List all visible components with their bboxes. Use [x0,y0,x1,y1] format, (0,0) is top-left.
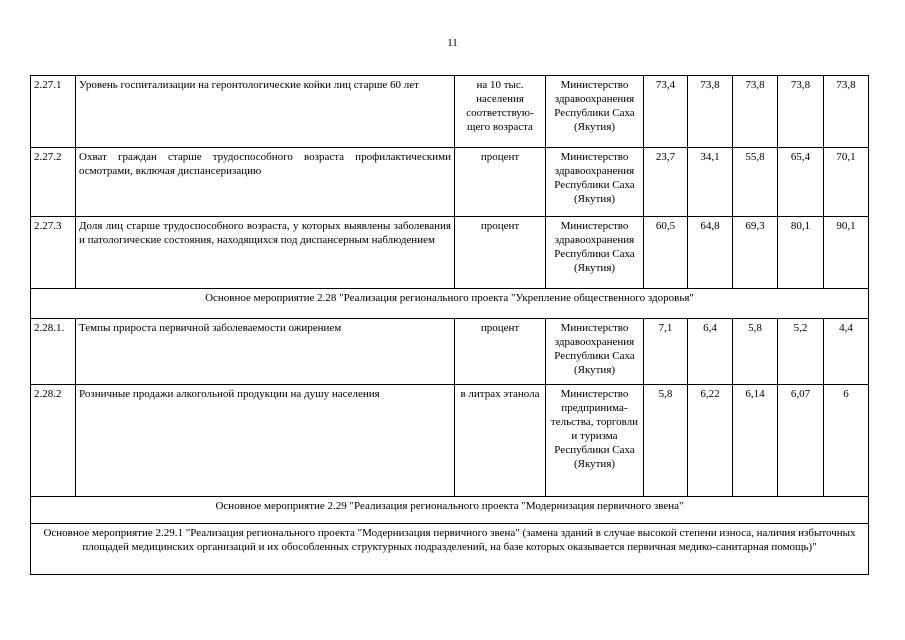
row-number: 2.27.3 [31,217,76,289]
value-cell: 64,8 [688,217,733,289]
value-cell: 80,1 [778,217,824,289]
indicator-name: Охват граждан старше трудоспособного возраста профилактическими осмотрами, включая диспансеризацию [76,148,455,217]
value-cell: 6,4 [688,319,733,385]
responsible-cell: Министерство здравоохранения Республики Саха (Якутия) [546,217,644,289]
indicator-name: Уровень госпитализации на геронтологические койки лиц старше 60 лет [76,76,455,148]
responsible-cell: Министерство здравоохранения Республики Саха (Якутия) [546,148,644,217]
responsible-cell: Министерство здравоохранения Республики Саха (Якутия) [546,76,644,148]
table-row [31,385,869,497]
indicator-name: Розничные продажи алкогольной продукции на душу населения [76,385,455,497]
table-row [31,319,869,385]
value-cell: 60,5 [644,217,688,289]
value-cell: 73,4 [644,76,688,148]
value-cell: 6,14 [733,385,778,497]
value-cell: 70,1 [824,148,869,217]
section-heading-2-29-1: Основное мероприятие 2.29.1 "Реализация регионального проекта "Модернизация первичного звена" (замена зданий в случае высокой степени износа, наличия избыточных площадей медицинских организаций и их обособленных структурных подразделений, на базе которых оказывается первичная медико-санитарная помощь)" [31,524,869,575]
row-number: 2.27.1 [31,76,76,148]
section-heading-2-29: Основное мероприятие 2.29 "Реализация регионального проекта "Модернизация первичного звена" [31,497,869,524]
value-cell: 55,8 [733,148,778,217]
value-cell: 34,1 [688,148,733,217]
unit-cell: процент [455,148,546,217]
value-cell: 90,1 [824,217,869,289]
value-cell: 6,07 [778,385,824,497]
unit-cell: в литрах этанола [455,385,546,497]
responsible-cell: Министерство здравоохранения Республики Саха (Якутия) [546,319,644,385]
value-cell: 4,4 [824,319,869,385]
value-cell: 73,8 [824,76,869,148]
page-number: 11 [447,37,458,49]
table-row [31,76,869,148]
responsible-cell: Министерство предпринима-тельства, торговли и туризма Республики Саха (Якутия) [546,385,644,497]
row-number: 2.28.2 [31,385,76,497]
value-cell: 73,8 [688,76,733,148]
section-heading-2-28: Основное мероприятие 2.28 "Реализация регионального проекта "Укрепление общественного здоровья" [31,289,869,319]
section-row [31,497,869,524]
indicators-table [30,75,869,575]
value-cell: 5,8 [733,319,778,385]
indicator-name: Темпы прироста первичной заболеваемости ожирением [76,319,455,385]
value-cell: 73,8 [733,76,778,148]
value-cell: 73,8 [778,76,824,148]
section-row [31,289,869,319]
value-cell: 69,3 [733,217,778,289]
section-row [31,524,869,575]
value-cell: 6 [824,385,869,497]
value-cell: 5,8 [644,385,688,497]
unit-cell: процент [455,319,546,385]
table-row [31,148,869,217]
indicator-name: Доля лиц старше трудоспособного возраста, у которых выявлены заболевания и патологические состояния, находящихся под диспансерным наблюдением [76,217,455,289]
value-cell: 23,7 [644,148,688,217]
value-cell: 6,22 [688,385,733,497]
row-number: 2.28.1. [31,319,76,385]
table-row [31,217,869,289]
unit-cell: на 10 тыс. населения соответствую-щего возраста [455,76,546,148]
unit-cell: процент [455,217,546,289]
value-cell: 65,4 [778,148,824,217]
value-cell: 7,1 [644,319,688,385]
row-number: 2.27.2 [31,148,76,217]
value-cell: 5,2 [778,319,824,385]
